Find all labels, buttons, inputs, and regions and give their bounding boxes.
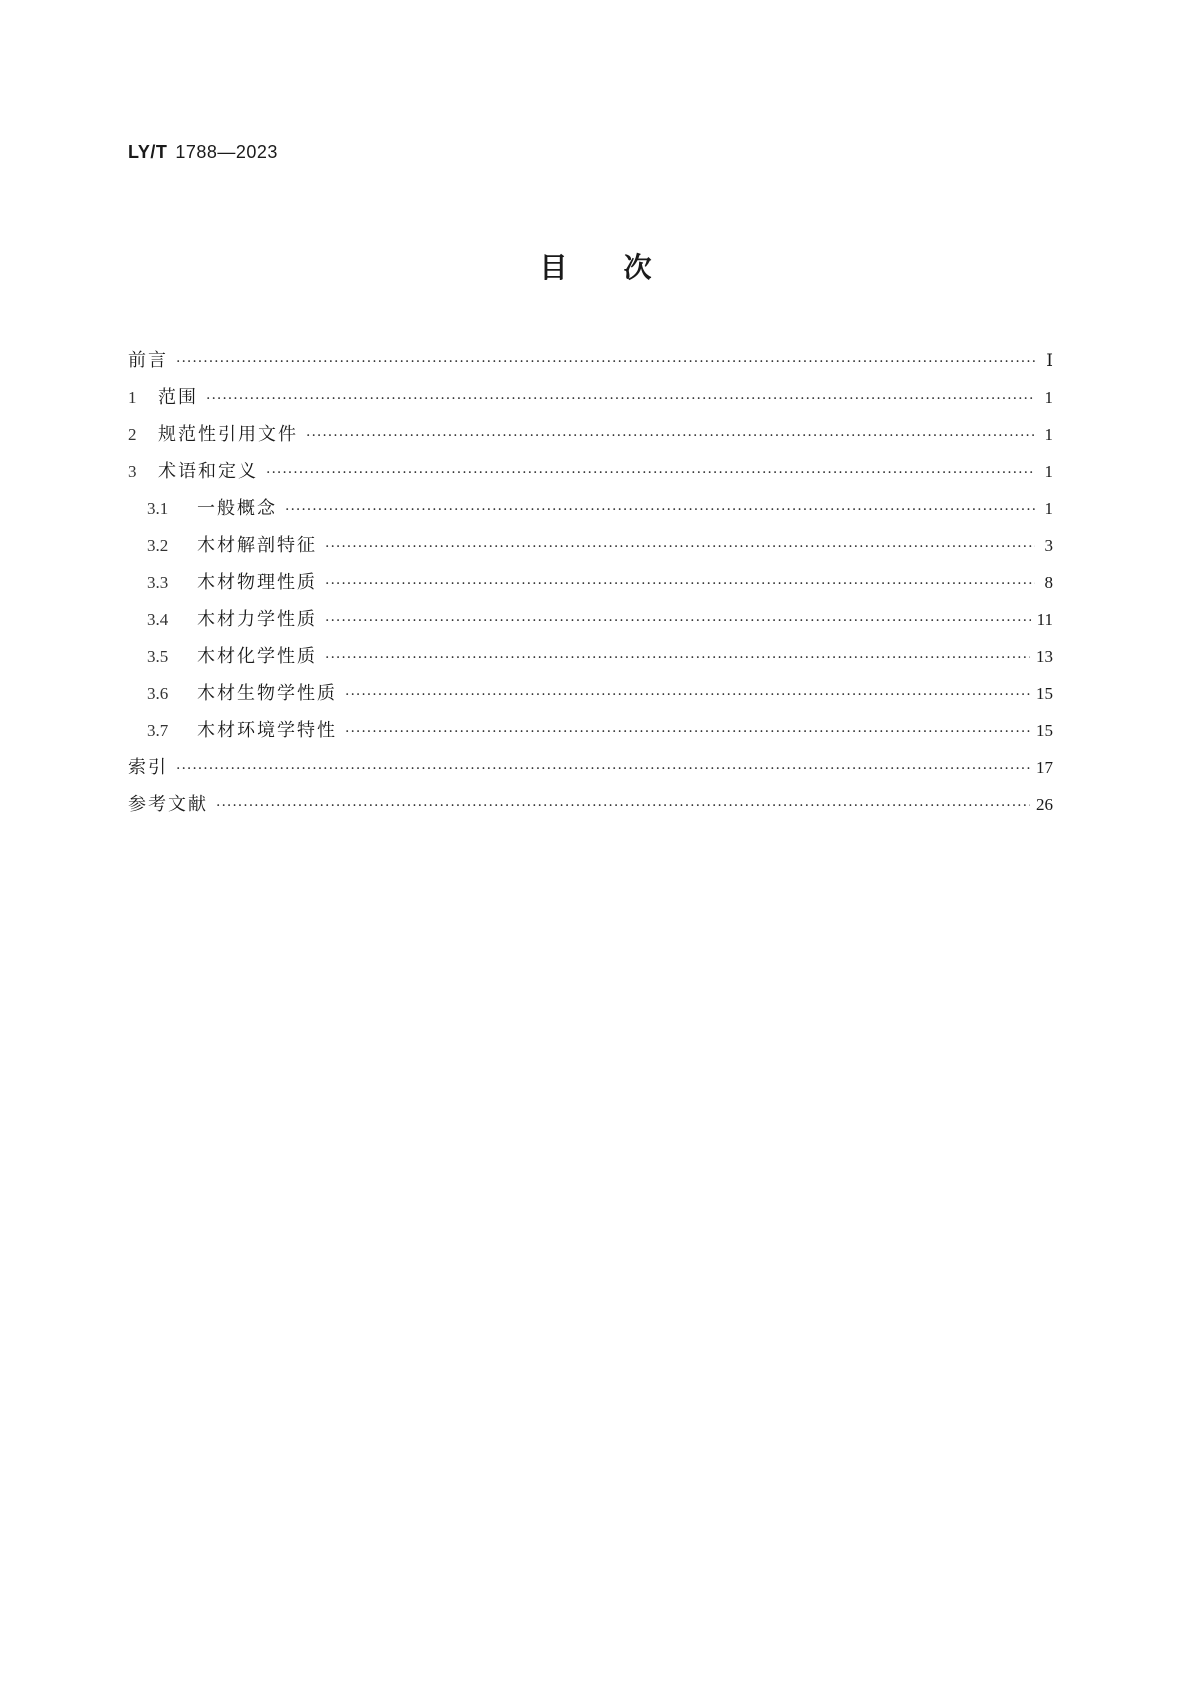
toc-entry-label: 规范性引用文件 bbox=[158, 424, 298, 445]
toc-entry-page: 1 bbox=[1044, 388, 1053, 407]
toc-entry-page: 11 bbox=[1036, 610, 1053, 629]
toc-leader-dots bbox=[266, 455, 1035, 492]
toc-leader-dots bbox=[325, 640, 1030, 677]
toc-entry-label: 木材解剖特征 bbox=[197, 535, 317, 556]
toc-leader-dots bbox=[325, 529, 1035, 566]
toc-leader-dots bbox=[345, 714, 1030, 751]
toc-entry-environmental-characteristics[interactable] bbox=[128, 712, 1053, 749]
toc-leader-dots bbox=[206, 381, 1035, 418]
toc-entry-page: Ⅰ bbox=[1046, 351, 1053, 370]
toc-entry-number: 1 bbox=[128, 388, 137, 407]
toc-entry-number: 3.3 bbox=[147, 573, 169, 592]
toc-entry-number: 3 bbox=[128, 462, 137, 481]
document-code-number: 1788—2023 bbox=[175, 142, 278, 162]
toc-entry-page: 15 bbox=[1036, 684, 1053, 703]
toc-entry-label: 木材物理性质 bbox=[197, 572, 317, 593]
toc-leader-dots bbox=[176, 344, 1035, 381]
toc-entry-number: 2 bbox=[128, 425, 137, 444]
toc-entry-label: 术语和定义 bbox=[158, 461, 258, 482]
toc-entry-page: 1 bbox=[1044, 425, 1053, 444]
toc-entry-normative-references[interactable] bbox=[128, 416, 1053, 453]
toc-entry-label: 前言 bbox=[128, 350, 168, 371]
toc-leader-dots bbox=[325, 566, 1035, 603]
toc-leader-dots bbox=[306, 418, 1035, 455]
toc-entry-label: 木材化学性质 bbox=[197, 646, 317, 667]
toc-entry-mechanical-properties[interactable] bbox=[128, 601, 1053, 638]
toc-entry-anatomical-features[interactable] bbox=[128, 527, 1053, 564]
toc-entry-biological-properties[interactable] bbox=[128, 675, 1053, 712]
toc-entry-terms-definitions[interactable] bbox=[128, 453, 1053, 490]
toc-entry-label: 范围 bbox=[158, 387, 198, 408]
toc-entry-number: 3.6 bbox=[147, 684, 169, 703]
toc-entry-physical-properties[interactable] bbox=[128, 564, 1053, 601]
toc-entry-page: 17 bbox=[1036, 758, 1053, 777]
toc-entry-page: 15 bbox=[1036, 721, 1053, 740]
toc-entry-foreword[interactable] bbox=[128, 342, 1053, 379]
toc-entry-label: 参考文献 bbox=[128, 794, 208, 815]
toc-entry-number: 3.7 bbox=[147, 721, 169, 740]
toc-entry-general-concepts[interactable] bbox=[128, 490, 1053, 527]
toc-entry-page: 1 bbox=[1044, 499, 1053, 518]
toc-entry-number: 3.1 bbox=[147, 499, 169, 518]
toc-leader-dots bbox=[176, 751, 1030, 788]
toc-entry-label: 索引 bbox=[128, 757, 168, 778]
toc-entry-page: 3 bbox=[1044, 536, 1053, 555]
toc-entry-chemical-properties[interactable] bbox=[128, 638, 1053, 675]
toc-title: 目次 bbox=[539, 251, 708, 284]
toc-entry-page: 1 bbox=[1044, 462, 1053, 481]
table-of-contents bbox=[128, 342, 1053, 823]
toc-entry-scope[interactable] bbox=[128, 379, 1053, 416]
toc-entry-label: 木材生物学性质 bbox=[197, 683, 337, 704]
toc-entry-page: 8 bbox=[1044, 573, 1053, 592]
toc-entry-number: 3.5 bbox=[147, 647, 169, 666]
toc-entry-label: 木材环境学特性 bbox=[197, 720, 337, 741]
toc-entry-number: 3.2 bbox=[147, 536, 169, 555]
toc-entry-page: 26 bbox=[1036, 795, 1053, 814]
toc-entry-bibliography[interactable] bbox=[128, 786, 1053, 823]
document-code-prefix: LY/T bbox=[128, 142, 168, 162]
toc-leader-dots bbox=[285, 492, 1035, 529]
toc-leader-dots bbox=[216, 788, 1030, 825]
toc-entry-page: 13 bbox=[1036, 647, 1053, 666]
toc-leader-dots bbox=[325, 603, 1031, 640]
toc-entry-label: 一般概念 bbox=[197, 498, 277, 519]
toc-entry-index[interactable] bbox=[128, 749, 1053, 786]
toc-entry-label: 木材力学性质 bbox=[197, 609, 317, 630]
toc-leader-dots bbox=[345, 677, 1030, 714]
document-code bbox=[128, 142, 278, 163]
toc-entry-number: 3.4 bbox=[147, 610, 169, 629]
